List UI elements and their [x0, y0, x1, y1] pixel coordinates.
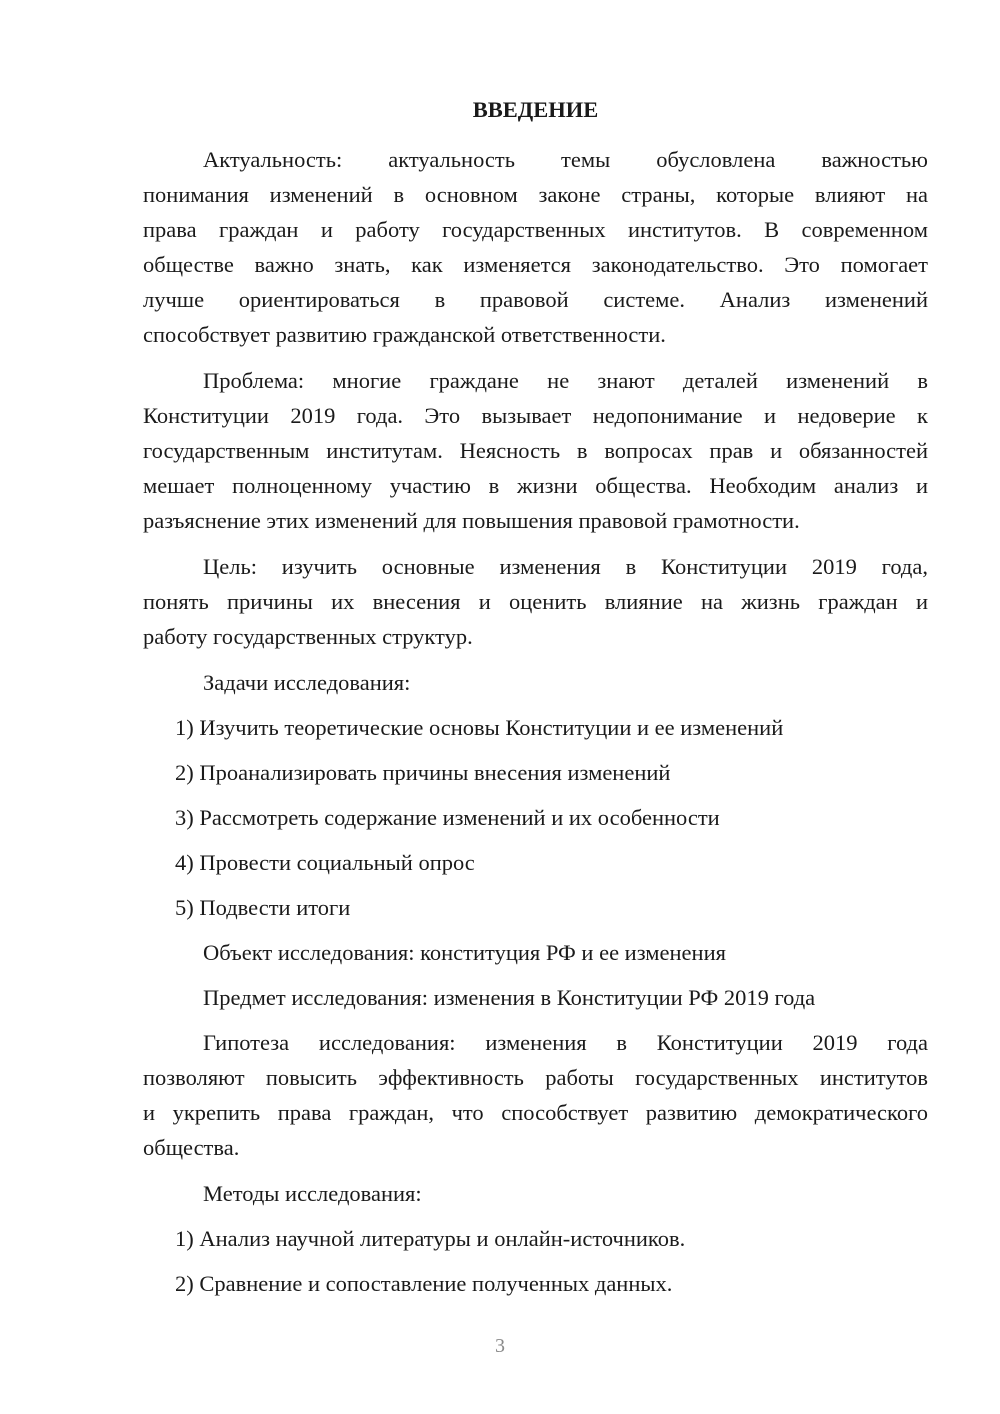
text-line: обществе важно знать, как изменяется законодательство. Это помогает — [143, 252, 928, 277]
text-line: понимания изменений в основном законе страны, которые влияют на — [143, 182, 928, 207]
method-item: 2) Сравнение и сопоставление полученных данных. — [175, 1271, 673, 1296]
text-line: Гипотеза исследования: изменения в Конституции 2019 года — [203, 1030, 928, 1055]
task-item: 2) Проанализировать причины внесения изменений — [175, 760, 671, 785]
text-line: лучше ориентироваться в правовой системе. Анализ изменений — [143, 287, 928, 312]
relevance-paragraph — [143, 142, 928, 352]
problem-paragraph — [143, 363, 928, 538]
text-line: Проблема: многие граждане не знают деталей изменений в — [203, 368, 928, 393]
text-line: общества. — [143, 1135, 240, 1160]
text-line: Конституции 2019 года. Это вызывает недопонимание и недоверие к — [143, 403, 928, 428]
text-line: позволяют повысить эффективность работы государственных институтов — [143, 1065, 928, 1090]
goal-paragraph — [143, 549, 928, 654]
text-line: Актуальность: актуальность темы обусловлена важностью — [203, 147, 928, 172]
methods-heading: Методы исследования: — [203, 1181, 422, 1206]
text-line: способствует развитию гражданской ответственности. — [143, 322, 666, 347]
task-item: 4) Провести социальный опрос — [175, 850, 475, 875]
tasks-heading: Задачи исследования: — [203, 670, 411, 695]
task-item: 1) Изучить теоретические основы Конституции и ее изменений — [175, 715, 784, 740]
method-item: 1) Анализ научной литературы и онлайн-источников. — [175, 1226, 686, 1251]
text-line: государственным институтам. Неясность в вопросах прав и обязанностей — [143, 438, 928, 463]
research-object: Объект исследования: конституция РФ и ее изменения — [203, 940, 726, 965]
text-line: и укрепить права граждан, что способствует развитию демократического — [143, 1100, 928, 1125]
task-item: 5) Подвести итоги — [175, 895, 351, 920]
research-subject: Предмет исследования: изменения в Конституции РФ 2019 года — [203, 985, 816, 1010]
section-title: ВВЕДЕНИЕ — [472, 97, 599, 122]
text-line: права граждан и работу государственных институтов. В современном — [143, 217, 928, 242]
text-line: Цель: изучить основные изменения в Конституции 2019 года, — [203, 554, 928, 579]
text-line: работу государственных структур. — [143, 624, 473, 649]
text-line: разъяснение этих изменений для повышения правовой грамотности. — [143, 508, 800, 533]
task-item: 3) Рассмотреть содержание изменений и их особенности — [175, 805, 720, 830]
hypothesis-paragraph — [143, 1025, 928, 1165]
text-line: понять причины их внесения и оценить влияние на жизнь граждан и — [143, 589, 928, 614]
page-number: 3 — [495, 1335, 505, 1357]
text-line: мешает полноценному участию в жизни общества. Необходим анализ и — [143, 473, 928, 498]
document-page — [143, 92, 928, 1311]
